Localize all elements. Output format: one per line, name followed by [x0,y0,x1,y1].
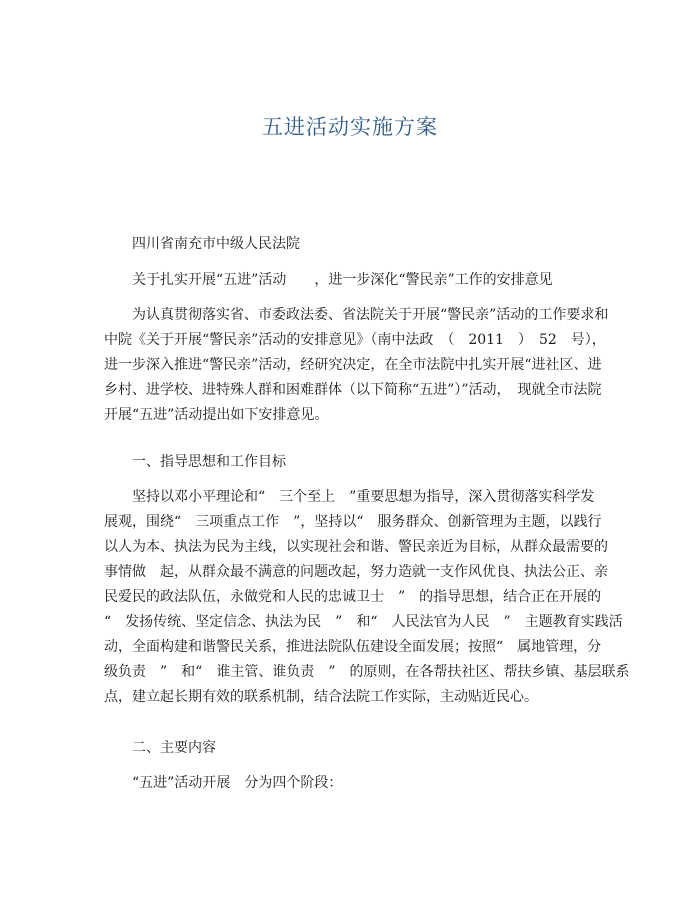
paragraph-line: 为认真贯彻落实省、市委政法委、省法院关于开展“警民亲”活动的工作要求和 [132,307,609,323]
paragraph-line: 开展“五进”活动提出如下安排意见。 [104,407,329,423]
paragraph-line: 民爱民的政法队伍，永做党和人民的忠诚卫士 ” 的指导思想，结合正在开展的 [104,589,602,605]
document-title: 五进活动实施方案 [262,115,438,139]
issuing-organization: 四川省南充市中级人民法院 [132,236,300,252]
paragraph-guiding-thought [104,485,630,710]
stage-intro-line: “五进”活动开展 分为四个阶段： [132,775,343,791]
paragraph-intro [104,303,609,428]
paragraph-line: 以人为本、执法为民为主线，以实现社会和谐、警民亲近为目标，从群众最需要的 [104,539,608,555]
paragraph-line: 中院《关于开展“警民亲”活动的安排意见》（南中法政 （ 2011 ） 52 号）， [104,332,606,348]
section-heading-1: 一、指导思想和工作目标 [132,454,286,470]
section-heading-2: 二、主要内容 [132,740,216,756]
paragraph-line: 展观，围绕“ 三项重点工作 ”，坚持以“ 服务群众、创新管理为主题，以践行 [104,514,602,530]
paragraph-line: 事情做 起，从群众最不满意的问题改起，努力造就一支作风优良、执法公正、亲 [104,564,608,580]
document-subtitle: 关于扎实开展“五进”活动 ，进一步深化“警民亲”工作的安排意见 [132,272,553,288]
paragraph-line: 进一步深入推进“警民亲”活动，经研究决定，在全市法院中扎实开展“进社区、进 [104,357,602,373]
paragraph-line: “ 发扬传统、坚定信念、执法为民 ” 和“ 人民法官为人民 ” 主题教育实践活 [104,614,623,630]
paragraph-line: 级负责 ” 和“ 谁主管、谁负责 ” 的原则，在各帮扶社区、帮扶乡镇、基层联系 [104,664,630,680]
paragraph-line: 点，建立起长期有效的联系机制，结合法院工作实际，主动贴近民心。 [104,689,538,705]
paragraph-line: 乡村、进学校、进特殊人群和困难群体（以下简称“五进”）”活动， 现就全市法院 [104,382,602,398]
paragraph-line: 坚持以邓小平理论和“ 三个至上 ”重要思想为指导，深入贯彻落实科学发 [132,489,595,505]
paragraph-line: 动，全面构建和谐警民关系，推进法院队伍建设全面发展；按照“ 属地管理，分 [104,639,602,655]
